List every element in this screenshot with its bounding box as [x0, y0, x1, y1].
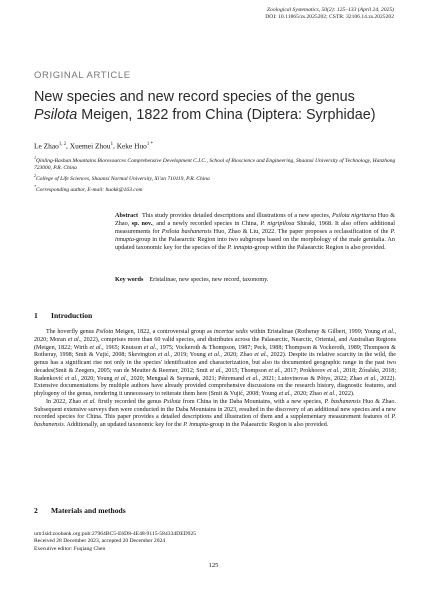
zoobank-lsid: urn:lsid:zoobank.org:pub:27964BC5-E6D8-4E48-9115-584334DED925	[34, 531, 197, 537]
footer-notes	[34, 531, 334, 553]
journal-header	[134, 7, 394, 21]
title-part-2: Meigen, 1822 from China (Diptera: Syrphidae)	[77, 107, 376, 123]
article-title	[34, 88, 394, 124]
corresponding-author: *Corresponding author, E-mail: huokk@163.com	[34, 183, 143, 193]
paragraph: The hoverfly genus Psilota Meigen, 1822, a controversial group as incertae sedis within Eristalinae (Rotheray & Gilbert, 1999; Young et al., 2020; Moran et al., 2022), comprises more than 60 valid species, and distributes across the Palaearctic, Nearctic, Oriental, and Australian Regions (Meigen, 1822; Wirth et al., 1965; Knutson et al., 1975; Vockeroth & Thompson, 1987; Peck, 1988; Thompson & Vockeroth, 1989; Thompson & Rotheray, 1998; Smit & Vujić, 2008; Skevington et al., 2019; Young et al., 2020; Zhao et al., 2022). Despite its relative scarcity in the wild, the genus has a significant rise not only in the species' identification and characterization, but also its documented geographic range in the past two decades(Smit & Zeegers, 2005; van de Meutter & Reemer, 2012; Smit et al., 2015; Thompson et al., 2017; Prokhorov et al., 2018; Żóralski, 2018; Radenković et al., 2020; Young et al., 2020; Mengual & Ssymank, 2021; Pétremand et al., 2021; Lutovinovas & Põtys, 2022; Zhao et al., 2022). Extensive documentations by multiple authors have already provided comprehensive discussions on the research history, diagnostic features, and phylogeny of the genus, rendering it unnecessary to reiterate them here (Smit & Vujić, 2008; Young et al., 2020; Zhao et al., 2022).	[34, 329, 397, 397]
journal-citation: Zoological Systematics, 50(2): 125–133 (April 24, 2025)	[266, 7, 394, 13]
executive-editor: Executive editor: Fuqiang Chen	[34, 545, 106, 552]
affiliation-list	[34, 154, 396, 194]
author-name: Xuemei Zhou	[69, 141, 111, 151]
abstract-label: Abstract	[115, 212, 139, 219]
keywords	[115, 276, 395, 284]
author-list: Le Zhao$^{1, 2}$, Xuemei Zhou$^1$, Keke Huo$^{1 *}$	[34, 141, 153, 151]
keywords-label: Key words	[115, 276, 144, 283]
introduction-body	[34, 329, 396, 430]
author-name: Le Zhao	[34, 141, 59, 151]
received-dates: Received 28 December 2023, accepted 20 December 2024	[34, 538, 166, 545]
title-genus: Psilota	[34, 107, 78, 123]
author-affil-mark: 1 *	[146, 142, 153, 147]
affiliation-item: $^1$Qinling-Bashan Mountains Bioresources Comprehensive Development C.I.C., School of Bioscience and Engineering, Shaanxi University of Technology, Hanzhong 723000, P.R. China	[34, 155, 396, 171]
article-type-label: ORIGINAL ARTICLE	[34, 70, 131, 81]
author-name: Keke Huo	[116, 141, 147, 151]
section-heading-materials: 2 Materials and methods	[34, 506, 126, 515]
title-part-1: New species and new record species of the genus	[34, 89, 355, 105]
keywords-text: Eristalinae, new species, new record, taxonomy.	[149, 276, 269, 283]
doi-line: DOI: 10.11865/zs.2025202; CSTR: 32106.14.zs.2025202	[265, 14, 394, 21]
abstract: Abstract This study provides detailed descriptions and illustrations of a new species, Psilota nigritarsa Huo & Zhao, sp. nov., and a newly recorded species in China, P. nigripilosa Shiraki, 1968. It also offers additional measurements for Psilota bashanensis Huo, Zhao & Liu, 2022. The paper proposes a reclassification of the P. innupta-group in the Palaearctic Region into two subgroups based on the morphology of the male genitalia. An updated taxonomic key for the species of the P. innupta-group within the Palaearctic Region is also provided.	[115, 212, 396, 251]
paragraph: In 2022, Zhao et al. firstly recorded the genus Psilota from China in the Daba Mountains, with a new species, P. bashanensis Huo & Zhao. Subsequent extensive surveys then were conducted in the Daba Mountains in 2023, resulted in the discovery of an additional new species and a new recorded species for China. This paper provides a detailed descriptions and illustration of them and a supplementary measurement features of P. bashanensis. Additionally, an updated taxonomic key for the P. innupta-group in the Palaearctic Region is also provided.	[34, 398, 397, 428]
section-heading-introduction: 1 Introduction	[34, 311, 93, 320]
page-number: 125	[208, 562, 219, 569]
affiliation-item: $^2$College of Life Sciences, Shaanxi Normal University, Xi'an 710119, P.R. China	[34, 173, 210, 182]
author-affil-mark: 1, 2	[58, 142, 67, 147]
author-affil-mark: 1	[110, 142, 113, 147]
